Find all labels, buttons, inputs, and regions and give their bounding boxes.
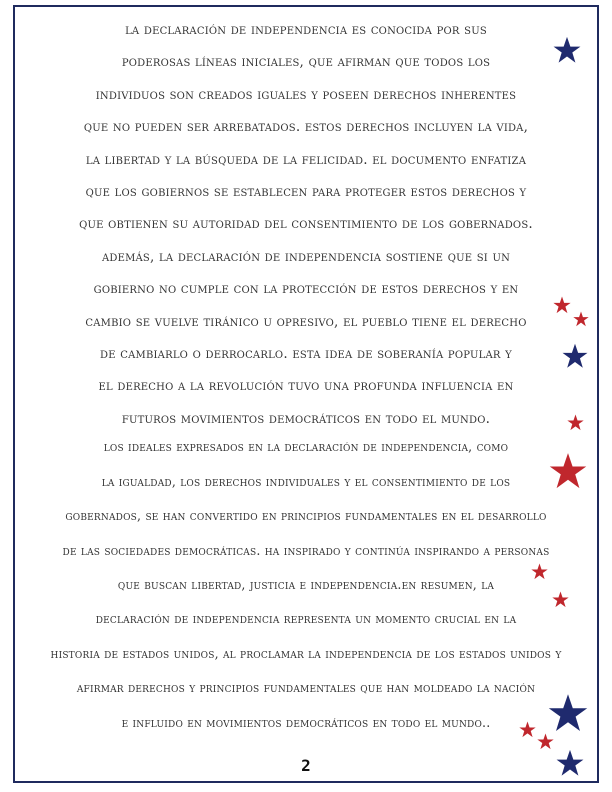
document-body	[16, 14, 596, 740]
text-line: cambio se vuelve tiránico u opresivo, el pueblo tiene el derecho	[85, 313, 527, 330]
star-icon	[567, 414, 584, 431]
text-line: la igualdad, los derechos individuales y el consentimiento de los	[101, 473, 511, 489]
star-icon	[573, 311, 589, 327]
text-line: que buscan libertad, justicia e independencia.en resumen, la	[117, 576, 495, 592]
text-line: la declaración de independencia es conocida por sus	[125, 22, 487, 38]
text-line: gobernados, se han convertido en principios fundamentales en el desarrollo	[65, 508, 547, 524]
star-icon	[553, 296, 571, 314]
text-line: los ideales expresados en la declaración de independencia, como	[103, 439, 509, 455]
text-line: que los gobiernos se establecen para proteger estos derechos y	[85, 184, 527, 201]
text-line: gobierno no cumple con la protección de estos derechos y en	[93, 281, 519, 298]
star-icon	[556, 749, 584, 777]
text-line: la libertad y la búsqueda de la felicidad. el documento enfatiza	[85, 151, 527, 168]
text-line: declaración de independencia representa un momento crucial en la	[95, 611, 517, 627]
text-line: que no pueden ser arrebatados. estos derechos incluyen la vida,	[83, 119, 529, 136]
text-line: además, la declaración de independencia sostiene que si un	[101, 248, 511, 265]
text-line: individuos son creados iguales y poseen derechos inherentes	[95, 86, 517, 103]
text-line: afirmar derechos y principios fundamentales que han moldeado la nación	[76, 680, 536, 696]
paragraph-2	[16, 430, 596, 740]
text-line: de las sociedades democráticas. ha inspirado y continúa inspirando a personas	[62, 542, 550, 558]
text-line: futuros movimientos democráticos en todo el mundo.	[121, 410, 491, 427]
text-line: historia de estados unidos, al proclamar la independencia de los estados unidos y	[50, 645, 562, 661]
star-icon	[548, 693, 588, 733]
star-icon	[552, 591, 569, 608]
star-icon	[537, 733, 554, 750]
text-line: de cambiarlo o derrocarlo. esta idea de soberanía popular y	[100, 346, 512, 363]
paragraph-1	[16, 14, 596, 435]
star-icon	[562, 343, 588, 369]
page-number: 2	[301, 756, 311, 775]
text-line: poderosas líneas iniciales, que afirman que todos los	[121, 54, 491, 71]
star-icon	[519, 721, 536, 738]
star-icon	[549, 452, 587, 490]
star-icon	[553, 36, 581, 64]
text-line: e influido en movimientos democráticos en todo el mundo..	[121, 714, 491, 730]
text-line: el derecho a la revolución tuvo una profunda influencia en	[98, 378, 514, 395]
text-line: que obtienen su autoridad del consentimiento de los gobernados.	[79, 216, 533, 233]
star-icon	[531, 563, 548, 580]
